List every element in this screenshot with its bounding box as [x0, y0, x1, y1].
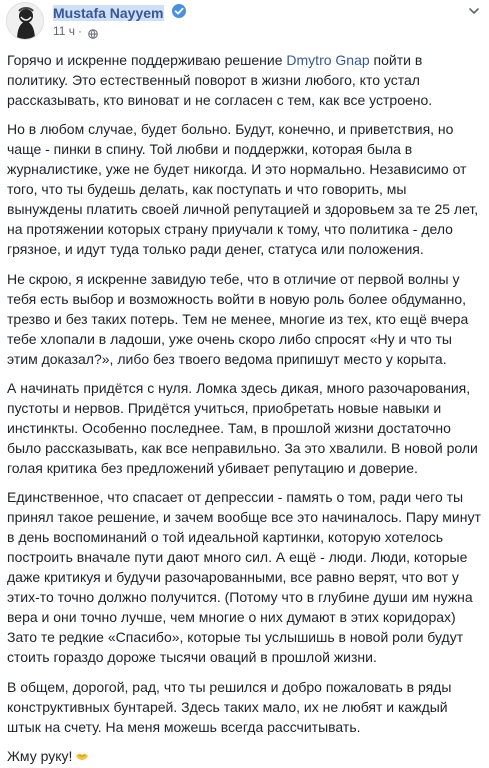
text-segment: принял такое решение, и зачем вообще все это начиналось. Пару минут: [7, 509, 481, 525]
text-segment: конструктивных бунтарей. Здесь таких мало, их не любят и каждый: [7, 699, 448, 715]
text-segment: А начинать придётся с нуля. Ломка здесь дикая, много разочарования,: [7, 380, 471, 396]
meta-separator: ·: [78, 24, 83, 38]
text-segment: того, что ты будешь делать, как поступать и что говорить, мы: [7, 181, 407, 197]
text-segment: Зато те редкие «Спасибо», которые ты услышишь в новой роли будут: [7, 629, 464, 645]
post-paragraph: [7, 677, 483, 737]
text-line: [7, 50, 483, 70]
text-line: [7, 438, 483, 458]
text-segment: на протяжении которых страну приучали к тому, что политика - дело: [7, 221, 453, 237]
text-line: [7, 527, 483, 547]
text-line: [7, 159, 483, 179]
text-segment: грязное, и идут туда только ради денег, статуса или положения.: [7, 241, 424, 257]
avatar-image: [7, 3, 44, 40]
text-line: [7, 219, 483, 239]
text-segment: чаще - пинки в спину. Той любви и поддержки, которая была в: [7, 141, 413, 157]
post-meta: [53, 24, 85, 38]
text-segment: политику. Это естественный поворот в жизни любого, кто устал: [7, 72, 420, 88]
text-segment: вынуждены платить своей личной репутацией и здоровьем за те 25 лет,: [7, 201, 479, 217]
post-paragraph: [7, 378, 483, 478]
text-line: [7, 139, 483, 159]
text-segment: Единственное, что спасает от депрессии - память о том, ради чего ты: [7, 489, 464, 505]
text-line: [7, 647, 483, 667]
globe-icon[interactable]: [88, 26, 98, 36]
text-line: [7, 378, 483, 398]
text-segment: штык на счету. На меня можешь всегда рассчитывать.: [7, 719, 361, 735]
mention-link[interactable]: Dmytro Gnap: [286, 52, 370, 68]
text-segment: Но в любом случае, будет больно. Будут, конечно, и приветствия, но: [7, 121, 454, 137]
text-segment: Жму руку!: [7, 748, 73, 764]
text-line: [7, 239, 483, 259]
text-line: [7, 309, 483, 329]
post-paragraph: [7, 487, 483, 667]
text-line: [7, 349, 483, 369]
text-line: [7, 398, 483, 418]
text-segment: пойти в: [369, 52, 423, 68]
text-line: [7, 547, 483, 567]
text-segment: трезво и без таких потерь. Тем не менее, многие из тех, кто ещё вчера: [7, 311, 469, 327]
text-line: [7, 717, 483, 737]
text-segment: Не скрою, я искренне завидую тебе, что в отличие от первой волны у: [7, 271, 460, 287]
post-header: [0, 0, 489, 44]
avatar[interactable]: [6, 2, 44, 40]
text-line: [7, 487, 483, 507]
text-line: [7, 119, 483, 139]
post-paragraph: [7, 119, 483, 259]
text-line: [7, 329, 483, 349]
text-line: [7, 458, 483, 478]
handshake-emoji-icon: [75, 748, 89, 762]
text-line: [7, 587, 483, 607]
text-segment: В общем, дорогой, рад, что ты решился и добро пожаловать в ряды: [7, 679, 452, 695]
post-time[interactable]: 11 ч: [53, 24, 76, 38]
text-segment: вера и они точно лучше, чем многие о них думают в этих коридорах): [7, 609, 456, 625]
text-segment: тебя есть выбор и возможность войти в новую роль более обдуманно,: [7, 291, 467, 307]
text-line: [7, 179, 483, 199]
text-line: [7, 507, 483, 527]
text-segment: в день воспоминаний о той идеальной картинки, которую хотелось: [7, 529, 444, 545]
text-line: [7, 289, 483, 309]
text-line: [7, 199, 483, 219]
text-line: [7, 70, 483, 90]
text-line: [7, 627, 483, 647]
post-paragraph: [7, 746, 483, 766]
post-paragraph: [7, 269, 483, 369]
text-line: [7, 90, 483, 110]
verified-badge-icon: [172, 4, 186, 18]
text-segment: даже критикуя и будучи разочарованными, все равно верят, что вот у: [7, 569, 459, 585]
text-segment: стоить гораздо дороже тысячи оваций в прошлой жизни.: [7, 649, 377, 665]
text-line: [7, 677, 483, 697]
text-line: [7, 697, 483, 717]
text-segment: Горячо и искренне поддерживаю решение: [7, 52, 287, 68]
chevron-down-icon[interactable]: [467, 4, 481, 18]
text-segment: тебе хлопали в ладоши, уже очень скоро либо спросят «Ну и что ты: [7, 331, 452, 347]
text-segment: этих-то точно должно получится. (Потому что в глубине души им нужна: [7, 589, 473, 605]
text-line: [7, 418, 483, 438]
text-segment: построить вначале пути дают много сил. А ещё - люди. Люди, которые: [7, 549, 468, 565]
post-text: [7, 50, 483, 766]
text-line: [7, 567, 483, 587]
text-line: [7, 607, 483, 627]
text-segment: пустоты и нервов. Придётся учиться, приобретать новые навыки и: [7, 400, 442, 416]
text-segment: было рассказывать, как все неправильно. За это хвалили. В новой роли: [7, 440, 478, 456]
text-segment: голая критика без предложений убивает репутацию и доверие.: [7, 460, 418, 476]
text-segment: инстинкты. Особенно последнее. Там, в прошлой жизни достаточно: [7, 420, 451, 436]
post-paragraph: [7, 50, 483, 110]
text-line: [7, 746, 483, 766]
author-name[interactable]: Mustafa Nayyem: [53, 5, 164, 21]
text-line: [7, 269, 483, 289]
text-segment: этим доказал?», либо без твоего ведома припишут место у корыта.: [7, 351, 447, 367]
text-segment: рассказывать, кто виноват и не согласен с тем, как все устроено.: [7, 92, 433, 108]
text-segment: журналистике, уже не будет никогда. И это нормально. Независимо от: [7, 161, 467, 177]
